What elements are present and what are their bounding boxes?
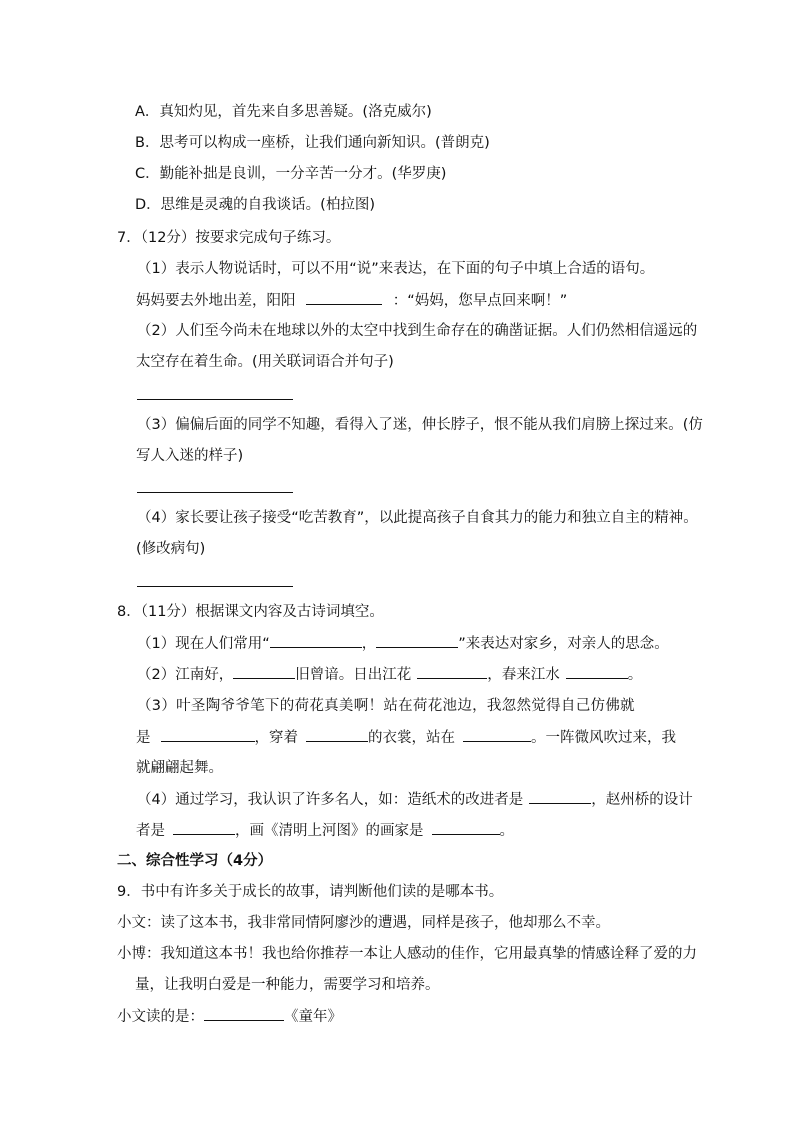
q7-heading: 7．（12分）按要求完成句子练习。 (117, 230, 341, 246)
option-b: B．思考可以构成一座桥，让我们通向新知识。(普朗克) (135, 135, 490, 151)
q8-s4-c: 。 (499, 823, 514, 839)
section-2-heading: 二、综合性学习（4分） (117, 853, 273, 869)
q7-s1-blank[interactable] (306, 290, 382, 305)
q8-s3-blank-2[interactable] (306, 727, 368, 742)
q8-s1 (137, 633, 669, 654)
q8-s4-blank-2[interactable] (173, 820, 235, 835)
q8-s4-blank-1[interactable] (529, 789, 591, 804)
q8-s4-a: 者是 (136, 823, 165, 839)
q8-s4-line2 (136, 820, 514, 841)
q7-s1-sentence (136, 290, 567, 311)
q7-s4-line2: (修改病句) (136, 541, 206, 557)
q8-s2-blank-1[interactable] (233, 664, 295, 679)
q9-line1: 小文：读了这本书，我非常同情阿廖沙的遭遇，同样是孩子，他却那么不幸。 (117, 915, 610, 931)
q9-answer-blank[interactable] (204, 1006, 284, 1021)
q7-s1-instruction: （1）表示人物说话时，可以不用“说”来表达，在下面的句子中填上合适的语句。 (137, 261, 655, 277)
q7-s3-answer-line[interactable] (137, 492, 293, 493)
q8-s2-d: 。 (627, 667, 643, 683)
q8-s2-blank-3[interactable] (566, 664, 628, 679)
q7-s4-line1: （4）家长要让孩子接受“吃苦教育”，以此提高孩子自食其力的能力和独立自主的精神。 (137, 510, 698, 526)
q8-s4-l1: （4）通过学习，我认识了许多名人，如：造纸术的改进者是 (137, 792, 524, 808)
q7-s1-pre: 妈妈要去外地出差，阳阳 (136, 293, 296, 309)
q8-s3-line3: 就翩翩起舞。 (136, 760, 223, 776)
q8-s3-line2 (136, 727, 676, 748)
q8-s4-blank-3[interactable] (432, 820, 500, 835)
q7-s1-post: ：“妈妈，您早点回来啊！” (392, 293, 568, 309)
q8-s3-a: 是 (136, 730, 151, 746)
option-c: C．勤能补拙是良训，一分辛苦一分才。(华罗庚) (135, 166, 447, 182)
q9-answer-post: 《童年》 (284, 1009, 342, 1025)
q8-s1-blank-2[interactable] (376, 633, 458, 648)
q8-s4-line1 (137, 789, 693, 810)
q7-s2-answer-line[interactable] (137, 399, 293, 400)
q8-s1-post: ”来表达对家乡，对亲人的思念。 (458, 636, 669, 652)
q8-s1-blank-1[interactable] (270, 633, 362, 648)
q9-line3: 量，让我明白爱是一种能力，需要学习和培养。 (135, 977, 440, 993)
q8-s3-blank-3[interactable] (463, 727, 531, 742)
q8-s2-a: （2）江南好， (137, 667, 234, 683)
q8-s2-b: 旧曾谙。日出江花 (295, 667, 412, 683)
q7-s3-line1: （3）偏偏后面的同学不知趣，看得入了迷，伸长脖子，恨不能从我们肩膀上探过来。(仿 (137, 417, 703, 433)
q8-s1-mid: ， (361, 636, 377, 652)
q7-s4-answer-line[interactable] (137, 586, 293, 587)
q8-heading: 8．（11分）根据课文内容及古诗词填空。 (117, 604, 384, 620)
q8-s3-b: ，穿着 (254, 730, 298, 746)
q8-s3-d: 。一阵微风吹过来，我 (531, 730, 676, 746)
q8-s2-blank-2[interactable] (417, 664, 487, 679)
q8-s2-c: ，春来江水 (487, 667, 560, 683)
q9-line2: 小博：我知道这本书！我也给你推荐一本让人感动的佳作，它用最真挚的情感诠释了爱的力 (117, 946, 697, 962)
q8-s3-line1: （3）叶圣陶爷爷笔下的荷花真美啊！站在荷花池边，我忽然觉得自己仿佛就 (137, 698, 635, 714)
q8-s1-pre: （1）现在人们常用“ (137, 636, 270, 652)
option-a: A．真知灼见，首先来自多思善疑。(洛克威尔) (135, 104, 432, 120)
q8-s4-l1-end: ，赵州桥的设计 (591, 792, 693, 808)
q8-s3-blank-1[interactable] (161, 727, 255, 742)
q7-s2-line1: （2）人们至今尚未在地球以外的太空中找到生命存在的确凿证据。人们仍然相信遥远的 (137, 323, 698, 339)
option-d: D．思维是灵魂的自我谈话。(柏拉图) (135, 197, 375, 213)
q8-s2 (137, 664, 642, 685)
q9-answer-pre: 小文读的是： (117, 1009, 204, 1025)
q7-s2-line2: 太空存在着生命。(用关联词语合并句子) (136, 354, 394, 370)
q7-s3-line2: 写人入迷的样子) (136, 448, 244, 464)
q8-s3-c: 的衣裳，站在 (368, 730, 455, 746)
q8-s4-b: ，画《清明上河图》的画家是 (235, 823, 424, 839)
q9-heading: 9．书中有许多关于成长的故事，请判断他们读的是哪本书。 (117, 884, 504, 900)
q9-answer (117, 1006, 342, 1027)
